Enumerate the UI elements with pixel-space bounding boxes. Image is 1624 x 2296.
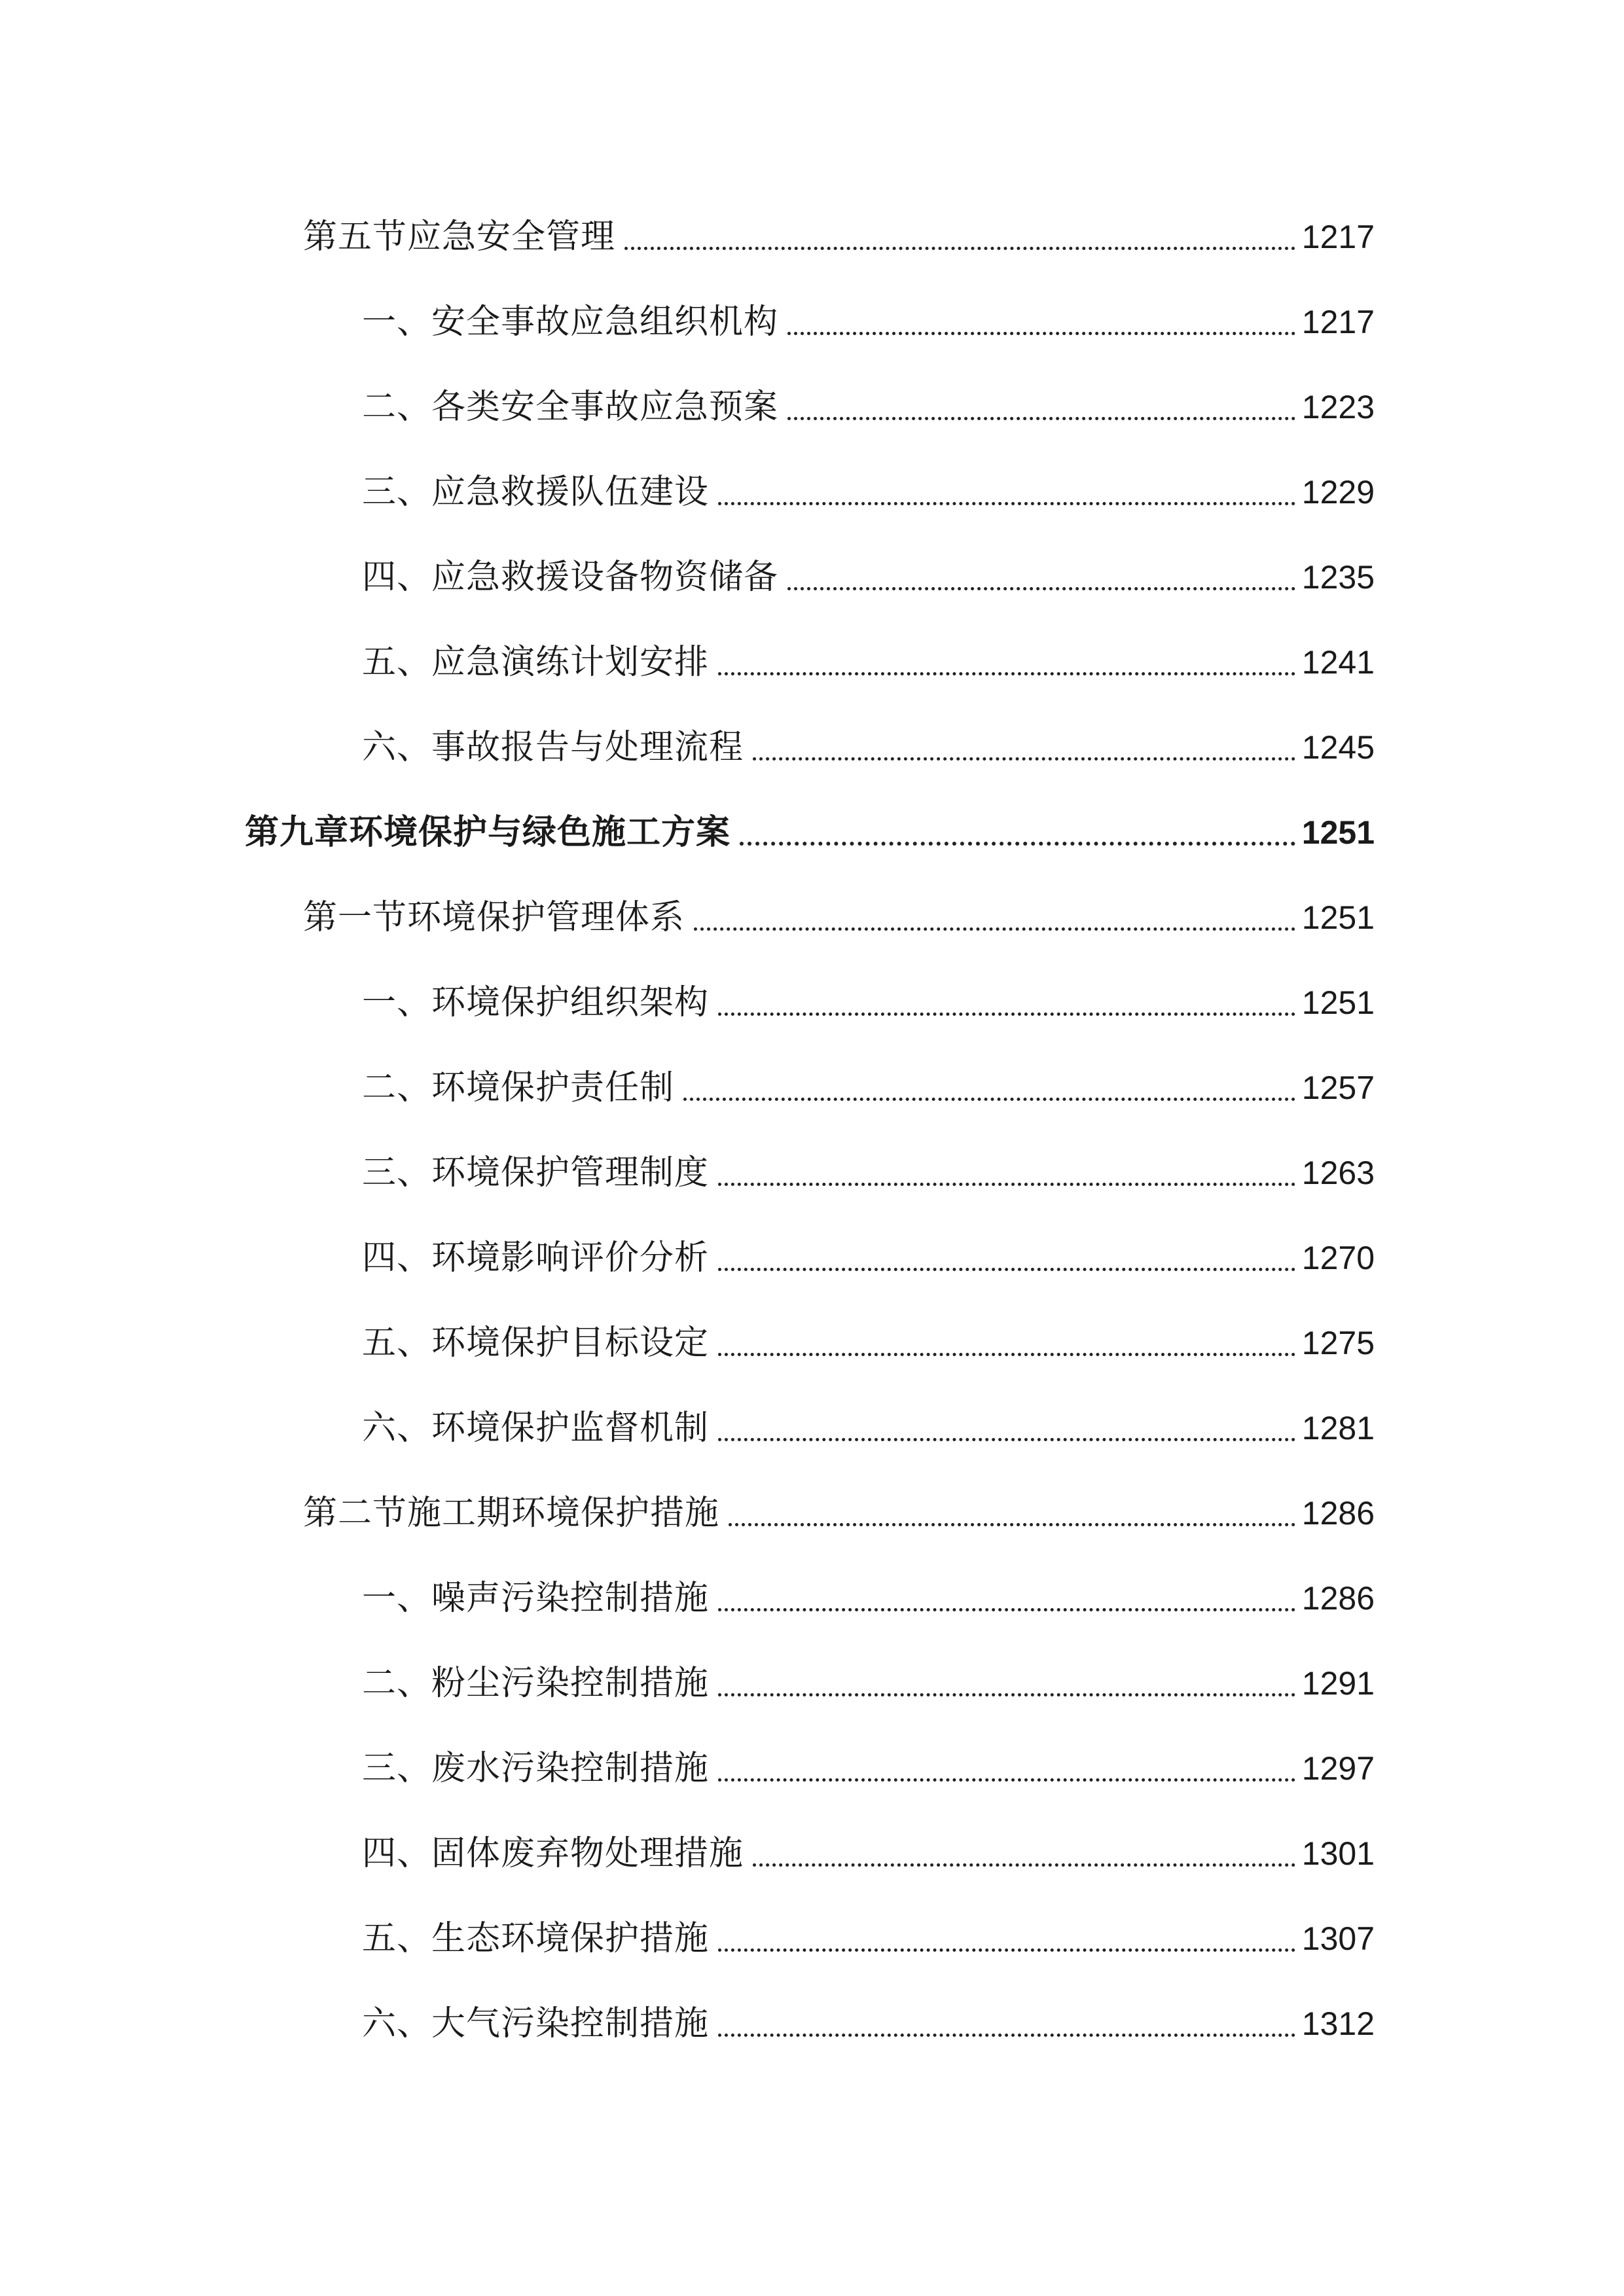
toc-entry-title: 一、环境保护组织架构	[362, 983, 710, 1022]
toc-entry-subsection[interactable]	[362, 1998, 1375, 2050]
toc-entry-page-number: 1281	[1301, 1410, 1375, 1446]
toc-entry-page-number: 1275	[1301, 1325, 1375, 1361]
toc-entry-subsection[interactable]	[362, 551, 1375, 603]
toc-entry-subsection[interactable]	[362, 636, 1375, 689]
toc-entry-title: 五、应急演练计划安排	[362, 643, 710, 682]
dot-leader	[753, 757, 1295, 761]
toc-entry-subsection[interactable]	[362, 1317, 1375, 1369]
toc-entry-page-number: 1251	[1301, 814, 1375, 851]
dot-leader	[718, 1438, 1295, 1441]
toc-entry-page-number: 1297	[1301, 1750, 1375, 1787]
dot-leader	[718, 1013, 1295, 1016]
toc-entry-subsection[interactable]	[362, 296, 1375, 348]
toc-entry-subsection[interactable]	[362, 1912, 1375, 1965]
toc-entry-title: 二、粉尘污染控制措施	[362, 1664, 710, 1703]
toc-entry-subsection[interactable]	[362, 977, 1375, 1029]
dot-leader	[718, 1183, 1295, 1186]
toc-entry-page-number: 1245	[1301, 729, 1375, 766]
dot-leader	[624, 247, 1295, 250]
toc-entry-title: 二、环境保护责任制	[362, 1068, 675, 1107]
toc-entry-title: 五、环境保护目标设定	[362, 1323, 710, 1363]
toc-entry-subsection[interactable]	[362, 1402, 1375, 1454]
toc-entry-section[interactable]	[303, 1487, 1375, 1539]
toc-entry-page-number: 1286	[1301, 1580, 1375, 1617]
toc-entry-subsection[interactable]	[362, 466, 1375, 518]
dot-leader	[718, 1268, 1295, 1271]
toc-entry-section[interactable]	[303, 211, 1375, 263]
toc-entry-title: 二、各类安全事故应急预案	[362, 387, 779, 427]
dot-leader	[718, 672, 1295, 675]
toc-entry-page-number: 1223	[1301, 389, 1375, 425]
dot-leader	[718, 1778, 1295, 1782]
dot-leader	[718, 2034, 1295, 2037]
toc-entry-subsection[interactable]	[362, 1827, 1375, 1880]
toc-entry-title: 第一节环境保护管理体系	[303, 898, 685, 937]
dot-leader	[718, 1608, 1295, 1611]
toc-entry-page-number: 1217	[1301, 304, 1375, 340]
toc-entry-title: 第二节施工期环境保护措施	[303, 1494, 720, 1533]
toc-entry-page-number: 1270	[1301, 1240, 1375, 1276]
toc-entry-subsection[interactable]	[362, 1742, 1375, 1795]
dot-leader	[729, 1523, 1295, 1526]
toc-entry-title: 六、大气污染控制措施	[362, 2004, 710, 2043]
toc-entry-page-number: 1286	[1301, 1495, 1375, 1532]
toc-entry-title: 一、安全事故应急组织机构	[362, 302, 779, 342]
toc-entry-subsection[interactable]	[362, 1572, 1375, 1624]
toc-entry-page-number: 1312	[1301, 2005, 1375, 2042]
dot-leader	[787, 332, 1295, 335]
dot-leader	[718, 502, 1295, 505]
toc-entry-page-number: 1229	[1301, 474, 1375, 511]
toc-entry-title: 六、环境保护监督机制	[362, 1408, 710, 1448]
dot-leader	[718, 1353, 1295, 1356]
toc-entry-page-number: 1251	[1301, 984, 1375, 1021]
dot-leader	[718, 1948, 1295, 1952]
dot-leader	[740, 842, 1295, 846]
dot-leader	[718, 1693, 1295, 1696]
toc-entry-page-number: 1263	[1301, 1155, 1375, 1191]
toc-entry-title: 第五节应急安全管理	[303, 217, 616, 257]
toc-entry-page-number: 1257	[1301, 1069, 1375, 1106]
dot-leader	[694, 927, 1295, 931]
dot-leader	[787, 587, 1295, 590]
toc-entry-page-number: 1301	[1301, 1835, 1375, 1872]
toc-entry-title: 五、生态环境保护措施	[362, 1919, 710, 1958]
toc-entry-title: 三、环境保护管理制度	[362, 1153, 710, 1193]
toc-entry-title: 三、废水污染控制措施	[362, 1749, 710, 1788]
toc-entry-subsection[interactable]	[362, 1062, 1375, 1114]
toc-entry-page-number: 1217	[1301, 219, 1375, 255]
toc-entry-subsection[interactable]	[362, 1147, 1375, 1199]
toc-entry-subsection[interactable]	[362, 1657, 1375, 1710]
toc-entry-page-number: 1241	[1301, 644, 1375, 681]
toc-entry-title: 第九章环境保护与绿色施工方案	[245, 813, 731, 852]
toc-entry-title: 四、环境影响评价分析	[362, 1238, 710, 1278]
toc-entry-section[interactable]	[303, 891, 1375, 944]
toc-entry-chapter[interactable]	[245, 806, 1375, 859]
toc-entry-page-number: 1251	[1301, 899, 1375, 936]
toc-entry-title: 六、事故报告与处理流程	[362, 728, 744, 767]
toc-entry-title: 四、固体废弃物处理措施	[362, 1834, 744, 1873]
dot-leader	[753, 1863, 1295, 1867]
toc-entry-subsection[interactable]	[362, 1232, 1375, 1284]
toc-entry-subsection[interactable]	[362, 381, 1375, 433]
dot-leader	[787, 417, 1295, 420]
toc-entry-page-number: 1235	[1301, 559, 1375, 596]
toc-entry-page-number: 1307	[1301, 1920, 1375, 1957]
toc-entry-title: 一、噪声污染控制措施	[362, 1579, 710, 1618]
toc-entry-title: 四、应急救援设备物资储备	[362, 558, 779, 597]
toc-entry-title: 三、应急救援队伍建设	[362, 473, 710, 512]
toc-entry-subsection[interactable]	[362, 721, 1375, 774]
toc-entry-page-number: 1291	[1301, 1665, 1375, 1702]
dot-leader	[683, 1098, 1295, 1101]
